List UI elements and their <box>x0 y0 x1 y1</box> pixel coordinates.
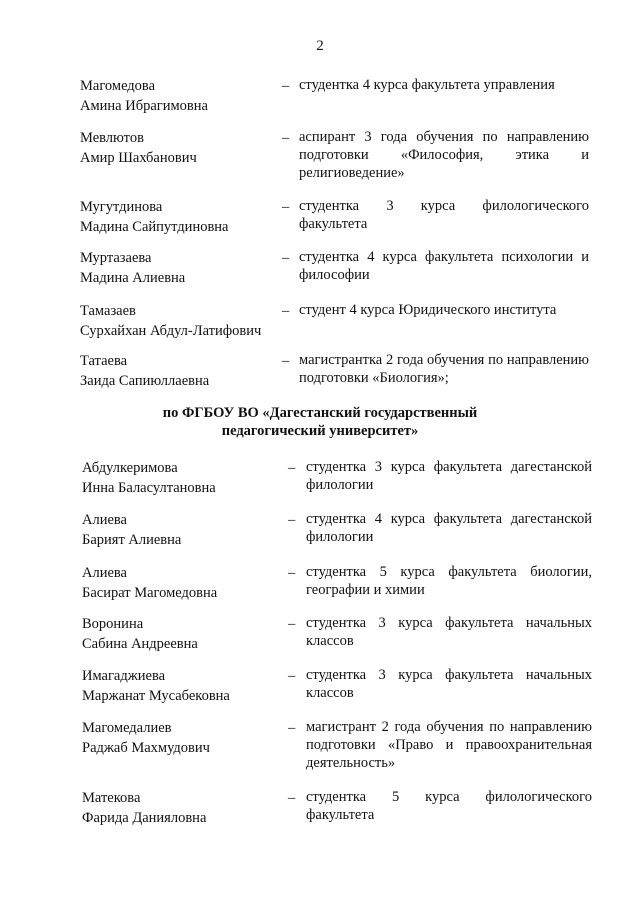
given-names: Басират Магомедовна <box>82 585 218 601</box>
description: студентка 4 курса факультета управления <box>299 77 555 93</box>
surname: Тамазаев <box>80 303 136 319</box>
given-names: Сабина Андреевна <box>82 636 198 652</box>
surname: Алиева <box>82 565 127 581</box>
page-number: 2 <box>316 38 324 54</box>
description: магистрантка 2 года обучения по направлению подготовки «Биология»; <box>299 352 589 386</box>
dash: – <box>288 616 296 632</box>
surname: Имагаджиева <box>82 668 166 684</box>
person-name <box>80 128 290 168</box>
person-name <box>82 718 292 758</box>
surname: Алиева <box>82 512 127 528</box>
description: студентка 5 курса факультета биологии, географии и химии <box>306 564 592 598</box>
dash: – <box>288 460 296 476</box>
section-heading-line: по ФГБОУ ВО «Дагестанский государственный <box>162 405 478 421</box>
description: студентка 3 курса филологического факультета <box>299 198 589 232</box>
dash: – <box>288 512 296 528</box>
dash: – <box>288 668 296 684</box>
description: магистрант 2 года обучения по направлению подготовки «Право и правоохранительная деятельность» <box>306 719 592 771</box>
description: аспирант 3 года обучения по направлению подготовки «Философия, этика и религиоведение» <box>299 129 589 181</box>
given-names: Сурхайхан Абдул-Латифович <box>80 323 262 339</box>
person-name <box>82 510 292 550</box>
surname: Магомедалиев <box>82 720 172 736</box>
given-names: Фарида Данияловна <box>82 810 207 826</box>
person-name <box>82 614 292 654</box>
dash: – <box>282 303 290 319</box>
description: студентка 3 курса факультета дагестанской филологии <box>306 459 592 493</box>
dash: – <box>282 78 290 94</box>
person-name <box>80 76 290 116</box>
person-name <box>82 666 292 706</box>
dash: – <box>282 199 290 215</box>
given-names: Мадина Сайпутдиновна <box>80 219 229 235</box>
person-name <box>82 563 292 603</box>
description: студентка 4 курса факультета психологии и философии <box>299 249 589 283</box>
given-names: Инна Баласултановна <box>82 480 216 496</box>
person-name <box>80 197 290 237</box>
description: студентка 5 курса филологического факультета <box>306 789 592 823</box>
surname: Мевлютов <box>80 130 144 146</box>
person-name <box>82 788 292 828</box>
description: студент 4 курса Юридического института <box>299 302 557 318</box>
section-heading <box>0 404 640 440</box>
surname: Воронина <box>82 616 144 632</box>
given-names: Мадина Алиевна <box>80 270 186 286</box>
surname: Магомедова <box>80 78 156 94</box>
given-names: Заида Сапиюллаевна <box>80 373 210 389</box>
dash: – <box>288 790 296 806</box>
given-names: Амина Ибрагимовна <box>80 98 208 114</box>
dash: – <box>282 130 290 146</box>
surname: Мугутдинова <box>80 199 163 215</box>
surname: Абдулкеримова <box>82 460 178 476</box>
surname: Татаева <box>80 353 128 369</box>
dash: – <box>288 565 296 581</box>
dash: – <box>282 353 290 369</box>
given-names: Амир Шахбанович <box>80 150 197 166</box>
section-heading-line: педагогический университет» <box>221 423 419 439</box>
dash: – <box>282 250 290 266</box>
person-name <box>80 248 290 288</box>
surname: Муртазаева <box>80 250 152 266</box>
person-name <box>80 351 290 391</box>
person-name <box>80 301 300 341</box>
person-name <box>82 458 292 498</box>
description: студентка 3 курса факультета начальных классов <box>306 615 592 649</box>
given-names: Раджаб Махмудович <box>82 740 210 756</box>
given-names: Маржанат Мусабековна <box>82 688 230 704</box>
description: студентка 3 курса факультета начальных классов <box>306 667 592 701</box>
description: студентка 4 курса факультета дагестанской филологии <box>306 511 592 545</box>
given-names: Барият Алиевна <box>82 532 182 548</box>
dash: – <box>288 720 296 736</box>
surname: Матекова <box>82 790 141 806</box>
